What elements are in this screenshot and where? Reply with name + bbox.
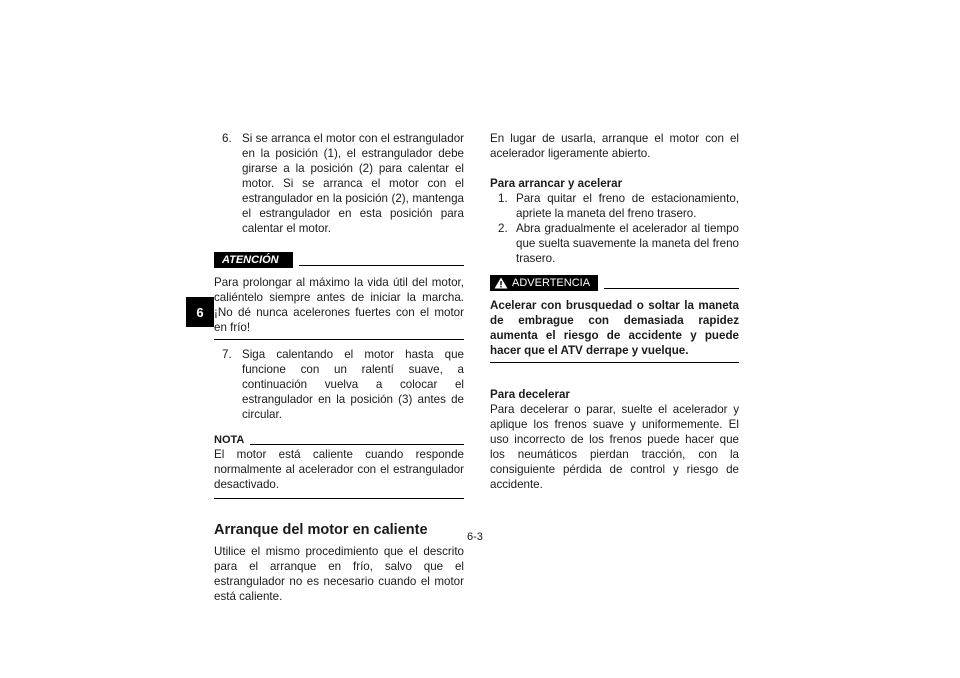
atencion-header bbox=[214, 252, 464, 268]
step-text: Si se arranca el motor con el estrangulador en la posición (1), el estrangulador debe girarse a la posición (2) para calentar el motor. Si se arranca el motor con el estrangulador en la posición (2), mantenga el estrangulador en esta posición para calentar el motor. bbox=[242, 132, 464, 235]
nota-header bbox=[214, 434, 464, 447]
advertencia-text: Acelerar con brusquedad o soltar la maneta de embrague con demasiada rapidez aumenta el riesgo de accidente y puede hacer que el ATV derrape y vuelque. bbox=[490, 299, 739, 357]
right-column bbox=[490, 131, 739, 492]
nota-label: NOTA bbox=[214, 434, 245, 446]
step-7 bbox=[214, 347, 464, 422]
accel-step-2 bbox=[490, 221, 739, 266]
step-text: Para quitar el freno de estacionamiento, apriete la maneta del freno trasero. bbox=[516, 192, 739, 220]
accel-step-1 bbox=[490, 191, 739, 221]
step-6 bbox=[214, 131, 464, 236]
nota-text: El motor está caliente cuando responde normalmente al acelerador con el estrangulador desactivado. bbox=[214, 448, 464, 491]
warning-icon bbox=[494, 277, 508, 289]
atencion-text: Para prolongar al máximo la vida útil del motor, caliéntelo siempre antes de iniciar la marcha. ¡No dé nunca acelerones fuertes con el motor en frío! bbox=[214, 276, 464, 334]
chapter-tab: 6 bbox=[186, 297, 214, 327]
step-text: Siga calentando el motor hasta que funcione con un ralentí suave, a continuación vuelva a colocar el estrangulador en la posición (3) antes de circular. bbox=[242, 348, 464, 421]
step-number: 2. bbox=[498, 222, 508, 235]
continuation-text: En lugar de usarla, arranque el motor con el acelerador ligeramente abierto. bbox=[490, 132, 739, 160]
divider bbox=[490, 362, 739, 363]
divider bbox=[214, 498, 464, 499]
atencion-label: ATENCIÓN bbox=[214, 252, 293, 268]
step-number: 6. bbox=[222, 132, 232, 145]
page-number: 6-3 bbox=[467, 531, 483, 543]
section-text: Utilice el mismo procedimiento que el descrito para el arranque en frío, salvo que el estrangulador no es necesario cuando el motor está caliente. bbox=[214, 545, 464, 603]
advertencia-badge bbox=[490, 275, 598, 291]
decel-text: Para decelerar o parar, suelte el acelerador y aplique los frenos suave y uniformemente. El uso incorrecto de los frenos puede hacer que los neumáticos pierdan tracción, con la consiguiente pérdida de control y riesgo de accidente. bbox=[490, 403, 739, 491]
divider bbox=[214, 339, 464, 340]
section-title: Arranque del motor en caliente bbox=[214, 522, 428, 538]
advertencia-header bbox=[490, 275, 739, 291]
step-number: 1. bbox=[498, 192, 508, 205]
divider bbox=[299, 265, 464, 266]
decel-heading: Para decelerar bbox=[490, 388, 570, 401]
divider bbox=[604, 288, 739, 289]
accel-heading: Para arrancar y acelerar bbox=[490, 177, 623, 190]
divider bbox=[250, 444, 464, 445]
advertencia-label: ADVERTENCIA bbox=[512, 277, 591, 289]
left-column bbox=[214, 131, 464, 604]
step-text: Abra gradualmente el acelerador al tiempo que suelta suavemente la maneta del freno trasero. bbox=[516, 222, 739, 265]
step-number: 7. bbox=[222, 348, 232, 361]
